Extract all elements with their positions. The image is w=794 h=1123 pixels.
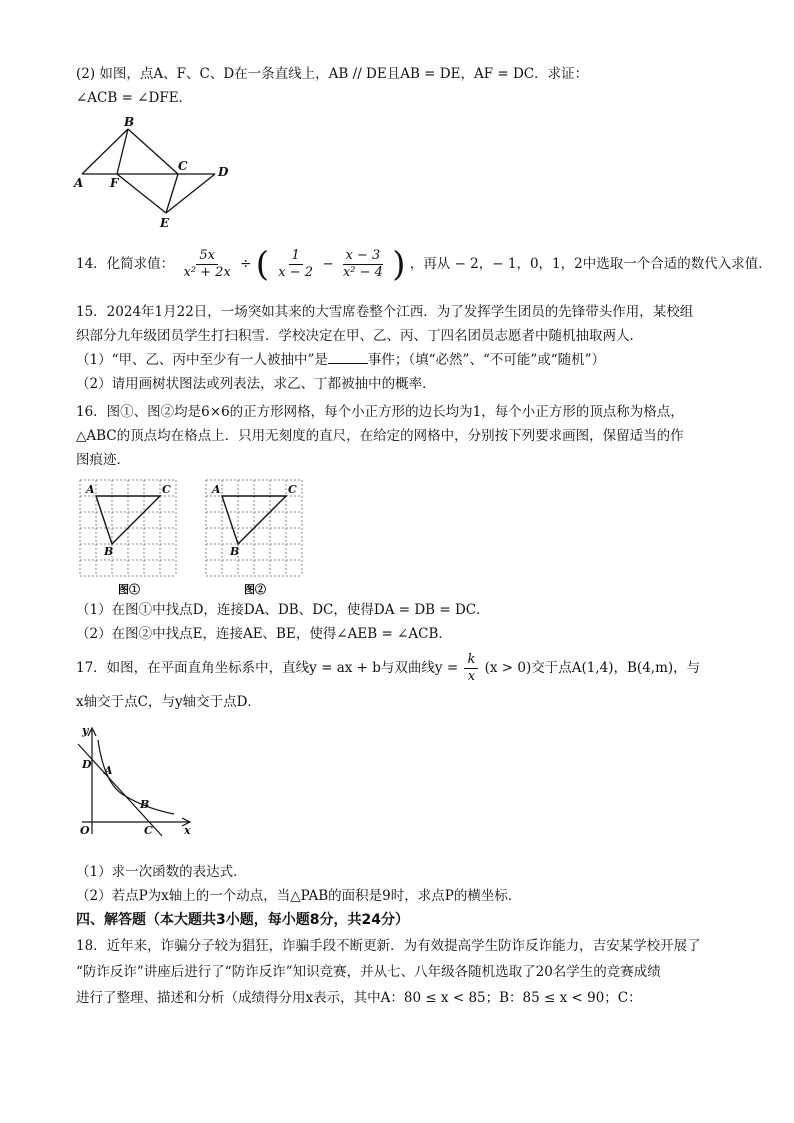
q17-fraction <box>464 652 478 685</box>
q15-line2: 织部分九年级团员学生打扫积雪．学校决定在甲、乙、丙、丁四名团员志愿者中随机抽取两人． <box>76 328 643 344</box>
fig13-label-f: F <box>110 176 119 190</box>
grid-figure-1 <box>74 478 184 598</box>
grid2-label-a: A <box>212 483 221 496</box>
q17-label-a: A <box>104 764 113 777</box>
q13-2-line2: ∠ACB = ∠DFE． <box>76 90 193 106</box>
answer-blank <box>328 351 368 364</box>
grid1-label-a: A <box>86 483 95 496</box>
q17-x: x <box>467 669 476 684</box>
q17-line1 <box>76 650 700 686</box>
q14-inner-num2: x − 3 <box>343 248 384 265</box>
grid2-caption: 图② <box>244 583 266 596</box>
q17-part2: (x > 0)交于点A(1,4)，B(4,m)，与 <box>484 660 701 676</box>
q17-label-o: O <box>80 824 90 837</box>
q15-line3 <box>76 350 605 370</box>
q16-line1: 16．图①、图②均是6×6的正方形网格，每个小正方形的边长均为1，每个小正方形的顶点称为格点， <box>76 404 684 420</box>
section-heading: 四、解答题（本大题共3小题，每小题8分，共24分） <box>76 912 409 928</box>
q14-fraction1 <box>180 248 233 281</box>
q17-part1: 17．如图，在平面直角坐标系中，直线y = ax + b与双曲线y = <box>76 660 459 676</box>
q14-suffix: ，再从 − 2，− 1，0，1，2中选取一个合适的数代入求值． <box>409 256 772 272</box>
q14-minus: − <box>322 256 334 272</box>
q15-line3a: （1）“甲、乙、丙中至少有一人被抽中”是 <box>76 352 328 368</box>
q18-line3: 进行了整理、描述和分析（成绩得分用x表示，其中A：80 ≤ x < 85；B：85 ≤ x < 90；C： <box>76 990 642 1006</box>
q13-figure <box>70 114 240 232</box>
q14-num1: 5x <box>196 248 218 265</box>
grid1-label-c: C <box>162 483 171 496</box>
right-paren: ) <box>392 244 406 285</box>
q16-line4: （1）在图①中找点D，连接DA、DB、DC，使得DA = DB = DC． <box>76 602 490 618</box>
q17-k: k <box>464 652 478 669</box>
q14-inner-den1: x − 2 <box>278 265 314 280</box>
q15-line4: （2）请用画树状图法或列表法，求乙、丁都被抽中的概率． <box>76 376 436 392</box>
fig13-label-b: B <box>124 115 135 129</box>
grid-figure-2 <box>200 478 310 598</box>
grid2-label-c: C <box>288 483 297 496</box>
q14-inner-num1: 1 <box>289 248 303 265</box>
fig13-label-c: C <box>178 159 188 173</box>
q14-fraction2 <box>275 248 316 281</box>
q17-coordinate-figure <box>74 722 204 842</box>
q15-line3b: 事件；（填“必然”、“不可能”或“随机”） <box>367 352 606 368</box>
q13-2-line1: (2) 如图，点A、F、C、D在一条直线上，AB // DE且AB = DE，AF = DC．求证： <box>76 66 589 82</box>
q16-line5: （2）在图②中找点E，连接AE、BE，使得∠AEB = ∠ACB． <box>76 626 452 642</box>
q17-line3: （1）求一次函数的表达式． <box>76 864 247 880</box>
q15-line1: 15．2024年1月22日，一场突如其来的大雪席卷整个江西．为了发挥学生团员的先锋带头作用，某校组 <box>76 304 694 320</box>
fig13-label-a: A <box>74 176 84 190</box>
q17-label-b: B <box>140 798 150 811</box>
q17-label-y: y <box>82 724 89 737</box>
q17-line2: x轴交于点C，与y轴交于点D． <box>76 694 261 710</box>
q16-line3: 图痕迹． <box>76 452 130 468</box>
left-paren: ( <box>255 244 269 285</box>
q14-prefix: 14．化简求值： <box>76 256 175 272</box>
q17-label-d: D <box>82 758 92 771</box>
q14-line <box>76 244 772 284</box>
fig13-label-d: D <box>218 165 229 179</box>
grid1-label-b: B <box>104 545 114 558</box>
q14-div: ÷ <box>240 256 252 272</box>
q17-line4: （2）若点P为x轴上的一个动点，当△PAB的面积是9时，求点P的横坐标． <box>76 888 522 904</box>
q17-label-c: C <box>144 824 153 837</box>
grid2-label-b: B <box>230 545 240 558</box>
q14-den1: x² + 2x <box>183 265 231 280</box>
q18-line2: “防诈反诈”讲座后进行了“防诈反诈”知识竞赛，并从七、八年级各随机选取了20名学生的竞赛成绩 <box>76 964 661 980</box>
q18-line1: 18．近年来，诈骗分子较为猖狂，诈骗手段不断更新．为有效提高学生防诈反诈能力，吉安某学校开展了 <box>76 938 701 954</box>
q14-fraction3 <box>340 248 386 281</box>
q17-label-x: x <box>184 824 191 837</box>
q16-line2: △ABC的顶点均在格点上．只用无刻度的直尺，在给定的网格中，分别按下列要求画图，保留适当的作 <box>76 428 684 444</box>
grid1-caption: 图① <box>118 583 140 596</box>
fig13-label-e: E <box>160 216 170 230</box>
q14-inner-den2: x² − 4 <box>342 265 383 280</box>
